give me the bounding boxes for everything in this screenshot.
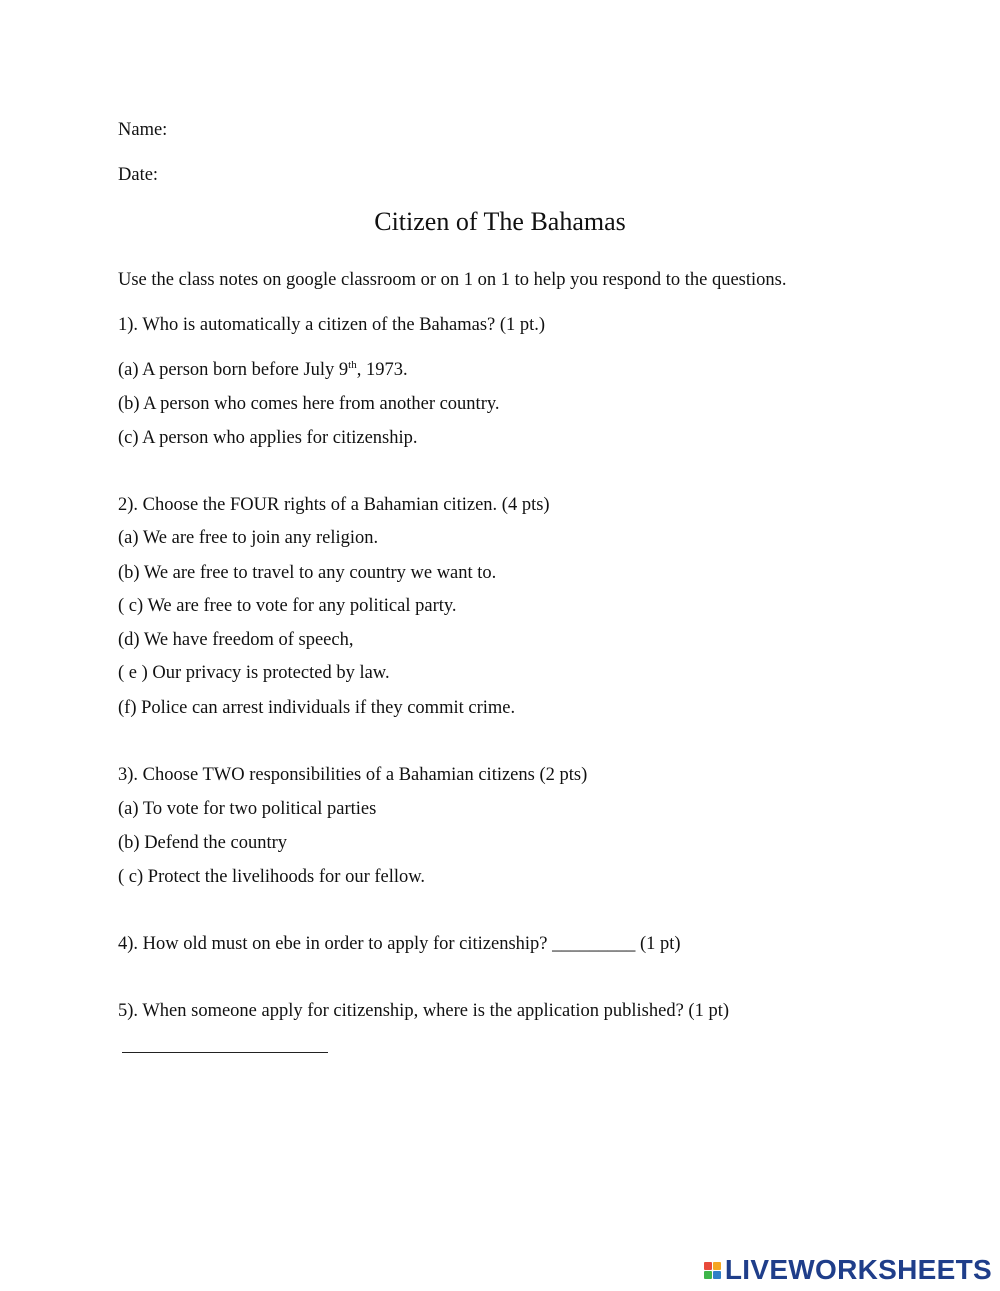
q2-option-a[interactable]: (a) We are free to join any religion. (118, 528, 379, 548)
answer-blank-q5[interactable] (122, 1052, 328, 1053)
page-title: Citizen of The Bahamas (374, 207, 626, 236)
logo-square-l (704, 1262, 712, 1270)
q1-option-a-text: (a) A person born before July 9 (118, 360, 349, 380)
brand-name: LIVEWORKSHEETS (724, 1254, 992, 1285)
name-label: Name: (118, 120, 168, 140)
question-2: 2). Choose the FOUR rights of a Bahamian citizen. (4 pts) (118, 495, 550, 515)
question-1: 1). Who is automatically a citizen of the Bahamas? (1 pt.) (118, 315, 546, 335)
q2-option-c[interactable]: ( c) We are free to vote for any political party. (118, 596, 457, 616)
logo-square-v (704, 1271, 712, 1279)
question-4: 4). How old must on ebe in order to apply for citizenship? _________ (1 pt) (118, 934, 681, 954)
q3-option-b[interactable]: (b) Defend the country (118, 833, 288, 853)
logo-square-e (713, 1271, 721, 1279)
question-3: 3). Choose TWO responsibilities of a Bahamian citizens (2 pts) (118, 765, 588, 785)
q1-option-a-sup: th (348, 358, 357, 371)
q2-option-b[interactable]: (b) We are free to travel to any country we want to. (118, 563, 497, 583)
instructions: Use the class notes on google classroom or on 1 on 1 to help you respond to the questions. (118, 270, 787, 290)
q1-option-c[interactable]: (c) A person who applies for citizenship. (118, 428, 418, 448)
date-label: Date: (118, 165, 159, 185)
liveworksheets-brand (704, 1255, 992, 1285)
q2-option-d[interactable]: (d) We have freedom of speech, (118, 630, 354, 650)
q2-option-e[interactable]: ( e ) Our privacy is protected by law. (118, 663, 390, 683)
logo-square-i (713, 1262, 721, 1270)
q1-option-a-tail: , 1973. (356, 360, 408, 380)
q3-option-a[interactable]: (a) To vote for two political parties (118, 799, 377, 819)
q2-option-f[interactable]: (f) Police can arrest individuals if they commit crime. (118, 698, 516, 718)
q1-option-b[interactable]: (b) A person who comes here from another country. (118, 394, 500, 414)
liveworksheets-logo-icon (704, 1262, 721, 1279)
question-5: 5). When someone apply for citizenship, where is the application published? (1 pt) (118, 1001, 730, 1021)
q1-option-a[interactable] (118, 358, 408, 382)
q3-option-c[interactable]: ( c) Protect the livelihoods for our fellow. (118, 867, 426, 887)
